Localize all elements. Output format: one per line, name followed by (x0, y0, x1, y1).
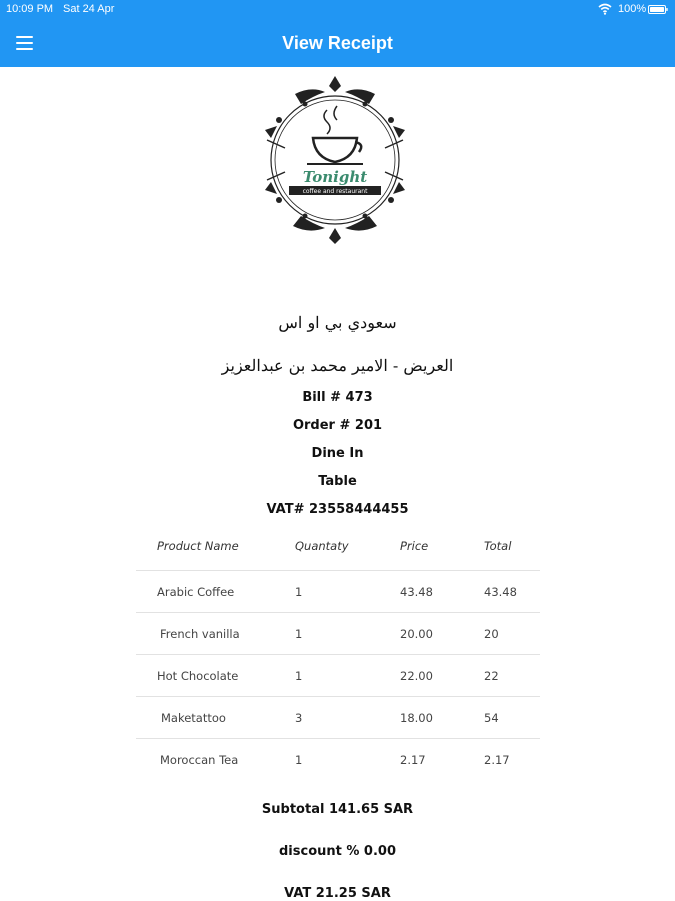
order-number: Order # 201 (292, 418, 383, 433)
company-address: العريض - الامير محمد بن عبدالعزيز (221, 356, 454, 375)
bill-number: Bill # 473 (302, 390, 373, 405)
product-total: 54 (484, 711, 499, 725)
table-row (136, 697, 540, 739)
discount: discount % 0.00 (278, 844, 396, 859)
header-total: Total (484, 539, 512, 553)
header-price: Price (400, 539, 429, 553)
header-product-name: Product Name (157, 539, 239, 553)
product-quantity: 1 (295, 669, 303, 683)
product-price: 20.00 (400, 627, 433, 641)
status-date: Sat 24 Apr (63, 3, 115, 15)
company-name: سعودي بي او اس (278, 313, 397, 332)
product-price: 43.48 (400, 585, 433, 599)
logo-brand: Tonight (302, 168, 368, 186)
vat-total: VAT 21.25 SAR (284, 886, 391, 901)
product-name: Moroccan Tea (160, 753, 239, 767)
table-row (136, 571, 540, 613)
restaurant-logo (255, 70, 415, 250)
product-total: 20 (484, 627, 499, 641)
table-header (136, 530, 540, 571)
product-total: 22 (484, 669, 499, 683)
product-price: 18.00 (400, 711, 433, 725)
product-quantity: 1 (295, 585, 303, 599)
product-quantity: 1 (295, 753, 303, 767)
service-type: Dine In (311, 446, 364, 461)
status-time: 10:09 PM (6, 3, 54, 15)
product-total: 2.17 (484, 753, 510, 767)
product-name: French vanilla (160, 627, 240, 641)
battery-percentage: 100% (618, 3, 647, 15)
table-label: Table (318, 474, 357, 489)
table-row (136, 613, 540, 655)
status-bar (0, 0, 675, 20)
logo-tagline: coffee and restaurant (302, 188, 368, 195)
product-quantity: 3 (295, 711, 303, 725)
product-name: Maketattoo (161, 711, 226, 725)
product-quantity: 1 (295, 627, 303, 641)
battery-icon (648, 5, 668, 14)
product-name: Hot Chocolate (157, 669, 239, 683)
product-name: Arabic Coffee (157, 585, 235, 599)
vat-number: VAT# 23558444455 (266, 502, 409, 517)
table-row (136, 739, 540, 780)
page-title: View Receipt (282, 33, 393, 53)
items-table (136, 530, 540, 780)
product-price: 2.17 (400, 753, 426, 767)
subtotal: Subtotal 141.65 SAR (261, 802, 414, 817)
wifi-icon (598, 3, 612, 15)
product-price: 22.00 (400, 669, 433, 683)
app-bar (0, 20, 675, 67)
header-quantity: Quantaty (295, 539, 349, 553)
product-total: 43.48 (484, 585, 517, 599)
table-row (136, 655, 540, 697)
